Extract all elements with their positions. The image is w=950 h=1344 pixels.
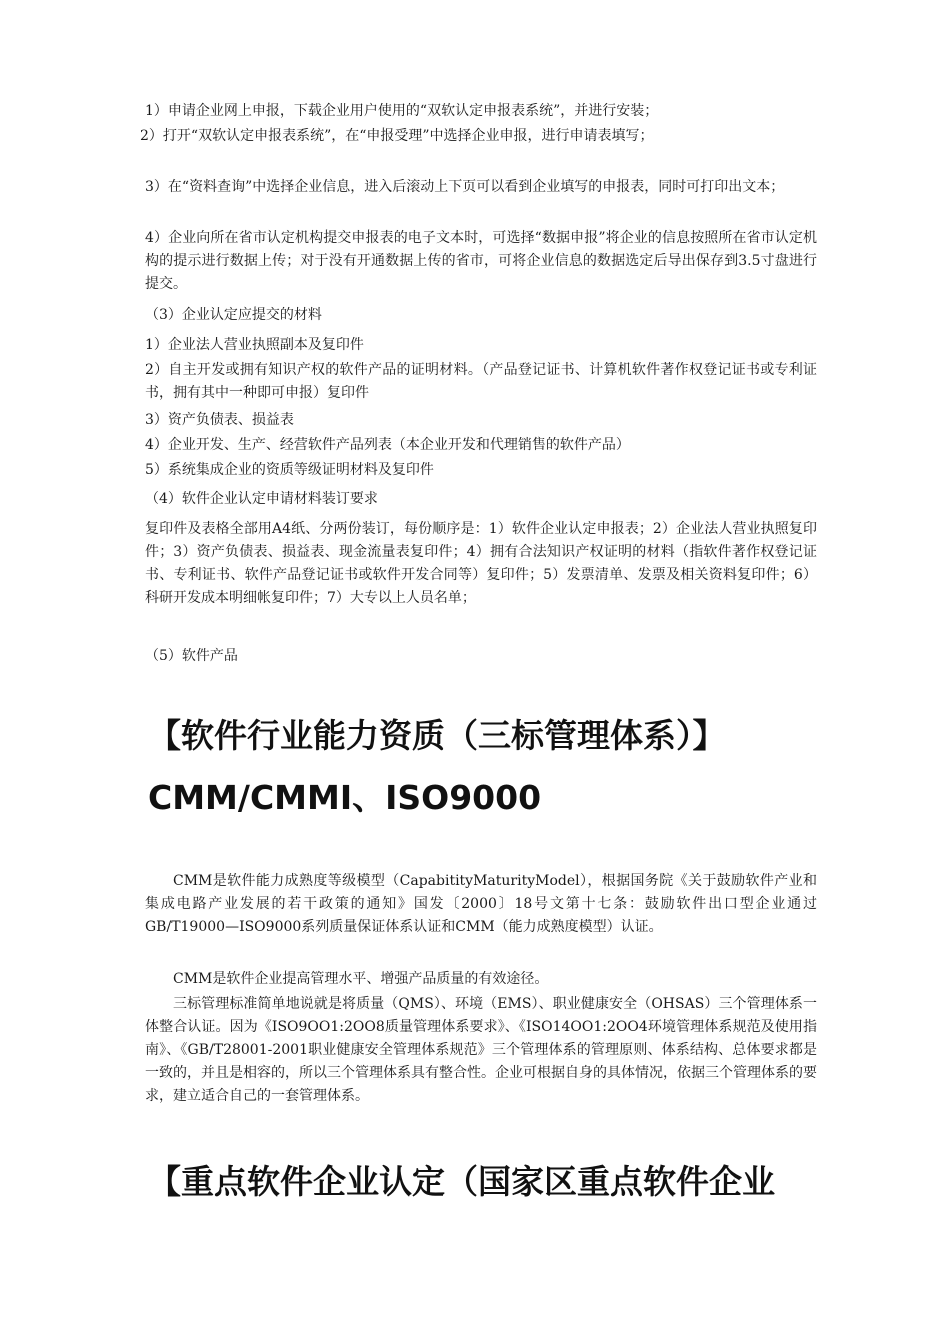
material-item-5: 5）系统集成企业的资质等级证明材料及复印件 xyxy=(145,462,434,478)
material-item-4: 4）企业开发、生产、经营软件产品列表（本企业开发和代理销售的软件产品） xyxy=(145,437,630,453)
subsection-3-heading: （3）企业认定应提交的材料 xyxy=(145,307,322,323)
material-item-3: 3）资产负债表、损益表 xyxy=(145,412,294,428)
binding-requirements-paragraph: 复印件及表格全部用A4纸、分两份装订，每份顺序是：1）软件企业认定申报表；2）企业法人营业执照复印件；3）资产负债表、损益表、现金流量表复印件；4）拥有合法知识产权证明的材料（指软件著作权登记证书、专利证书、软件产品登记证书或软件开发合同等）复印件；5）发票清单、发票及相关资料复印件；6）科研开发成本明细帐复印件；7）大专以上人员名单； xyxy=(145,521,817,606)
cmm-benefit-paragraph: CMM是软件企业提高管理水平、增强产品质量的有效途径。 xyxy=(173,971,549,987)
material-item-2: 2）自主开发或拥有知识产权的软件产品的证明材料。（产品登记证书、计算机软件著作权登记证书或专利证书，拥有其中一种即可申报）复印件 xyxy=(145,362,817,401)
section-heading-key-enterprise: 【重点软件企业认定（国家区重点软件企业 xyxy=(148,1162,775,1201)
step-4-line: 4）企业向所在省市认定机构提交申报表的电子文本时，可选择“数据申报”将企业的信息按照所在省市认定机构的提示进行数据上传；对于没有开通数据上传的省市，可将企业信息的数据选定后导出保存到3.5寸盘进行提交。 xyxy=(145,230,817,292)
subsection-5-heading: （5）软件产品 xyxy=(145,648,238,664)
three-standards-paragraph: 三标管理标准简单地说就是将质量（QMS）、环境（EMS）、职业健康安全（OHSAS）三个管理体系一体整合认证。因为《ISO9OO1:2OO8质量管理体系要求》、《ISO14OO1:2OO4环境管理体系规范及使用指南》、《GB/T28001-2001职业健康安全管理体系规范》三个管理体系的管理原则、体系结构、总体要求都是一致的，并且是相容的，所以三个管理体系具有整合性。企业可根据自身的具体情况，依据三个管理体系的要求，建立适合自己的一套管理体系。 xyxy=(145,996,817,1104)
step-2-line: 2）打开“双软认定申报表系统”，在“申报受理”中选择企业申报，进行申请表填写； xyxy=(140,128,654,144)
subsection-4-heading: （4）软件企业认定申请材料装订要求 xyxy=(145,491,378,507)
material-item-1: 1）企业法人营业执照副本及复印件 xyxy=(145,337,364,353)
section-subheading-cmm: CMM/CMMI、ISO9000 xyxy=(148,778,542,817)
step-1-line: 1）申请企业网上申报，下载企业用户使用的“双软认定申报表系统”，并进行安装； xyxy=(145,103,659,119)
cmm-intro-paragraph: CMM是软件能力成熟度等级模型（CapabitityMaturityModel），根据国务院《关于鼓励软件产业和集成电路产业发展的若干政策的通知》国发〔2000〕18号文第十七条：鼓励软件出口型企业通过GB/T19000—ISO9000系列质量保证体系认证和CMM（能力成熟度模型）认证。 xyxy=(145,873,817,935)
step-3-line: 3）在“资料查询”中选择企业信息，进入后滚动上下页可以看到企业填写的申报表，同时可打印出文本； xyxy=(145,179,785,195)
section-heading-capability: 【软件行业能力资质（三标管理体系）】 xyxy=(148,716,726,755)
